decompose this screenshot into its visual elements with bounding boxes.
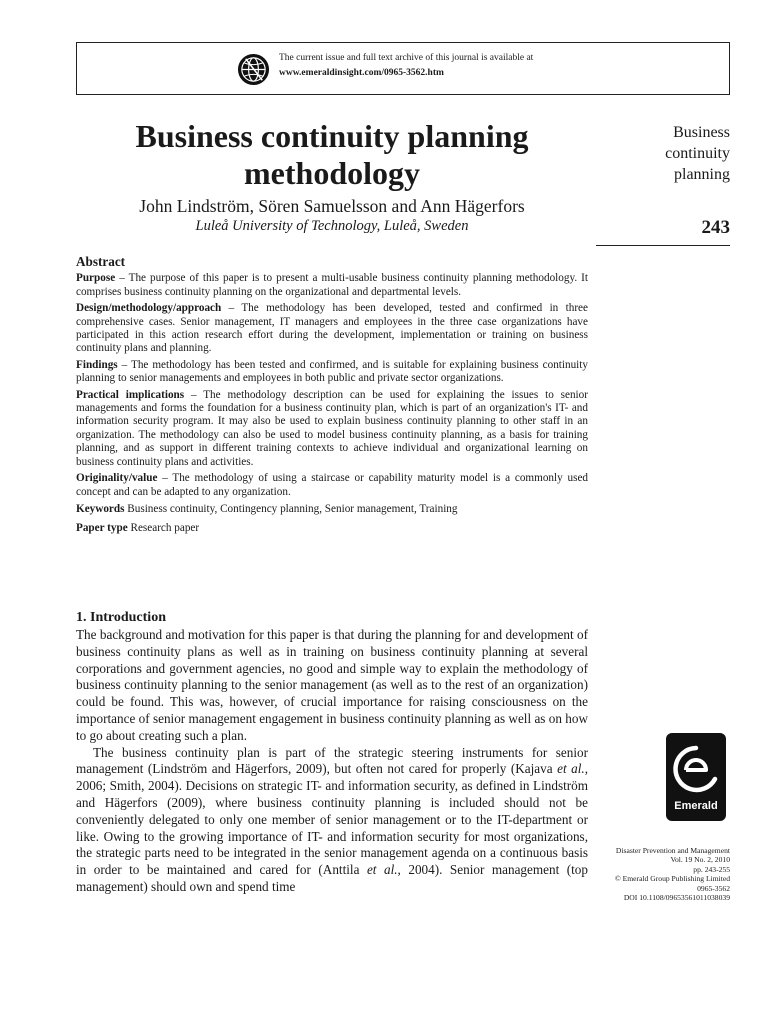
abstract-purpose: [76, 272, 588, 299]
paragraph-text: The business continuity plan is part of the strategic steering instruments for senior management (Lindström and Hägerfors, 2009), but often not cared for properly (Kajava: [76, 744, 588, 777]
abstract-item-label: Findings: [76, 358, 118, 371]
notice-text: The current issue and full text archive of this journal is available at: [279, 53, 534, 63]
introduction-body: [76, 627, 588, 896]
abstract-findings: [76, 359, 588, 386]
paper-title: Business continuity planning methodology: [135, 118, 529, 191]
paragraph-text: , 2006; Smith, 2004). Decisions on strategic IT- and information security, as defined in Lindström and Hägerfors (2009), where business continuity planning is included should not be conveniently delegated to only one member of senior management or to the IT-department or like. Owing to the growing importance of IT- and information security for most organizations, the strategic parts need to be integrated in the senior management agenda on a continuous basis in order to be maintained and cared for (Anttila: [76, 761, 588, 878]
running-head-line: planning: [674, 166, 730, 183]
journal-pages: pp. 243-255: [693, 864, 730, 874]
journal-info: [560, 846, 730, 902]
journal-doi: DOI 10.1108/09653561011038039: [623, 893, 730, 903]
page-number: 243: [701, 217, 730, 238]
running-head-line: continuity: [665, 145, 730, 162]
introduction-heading: 1. Introduction: [76, 610, 166, 625]
abstract-item-text: – The methodology of using a staircase or capability maturity model is a commonly used concept and can be adapted to any organization.: [76, 472, 588, 498]
abstract-originality: [76, 472, 588, 499]
abstract-design: [76, 302, 588, 356]
citation-etal: et al.: [366, 862, 398, 878]
journal-volume: Vol. 19 No. 2, 2010: [670, 855, 730, 865]
paper-type-text: Research paper: [127, 522, 200, 535]
abstract-item-label: Originality/value: [76, 472, 158, 485]
keywords-text: Business continuity, Contingency planning, Senior management, Training: [124, 502, 458, 515]
abstract-item-label: Practical implications: [76, 388, 185, 401]
abstract-heading: Abstract: [76, 254, 126, 269]
page-number-rule: [596, 245, 730, 246]
globe-icon: [237, 53, 270, 86]
paper-authors: John Lindström, Sören Samuelsson and Ann Hägerfors: [139, 196, 525, 216]
paragraph: The background and motivation for this paper is that during the planning for and development of business continuity plans as well as in training on business continuity planning at several corporations and government agencies, no good and simple way to explain the methodology of business continuity planning to the senior management (as well as to the rest of an organization) could be found. This was, however, of crucial importance for raising consciousness on the importance of senior management engagement in business continuity planning as well as on how to go about creating such a plan.: [76, 627, 588, 743]
emerald-logo: [666, 733, 726, 821]
paragraph-text: , 2004). Senior management (top management) should own and spend time: [76, 862, 588, 894]
emerald-e-icon: [666, 739, 726, 799]
running-head-line: Business: [673, 124, 730, 141]
paragraph: [76, 745, 588, 896]
journal-copyright: © Emerald Group Publishing Limited: [614, 874, 730, 884]
abstract-item-label: Purpose: [76, 272, 116, 285]
abstract-item-text: – The methodology has been tested and confirmed, and is suitable for explaining business continuity planning to senior managements and employees in both public and private sector organizations.: [76, 358, 588, 385]
journal-name: Disaster Prevention and Management: [615, 846, 730, 855]
keywords-label: Keywords: [76, 502, 125, 515]
emerald-logo-text: Emerald: [674, 800, 718, 812]
running-head: [596, 122, 730, 185]
journal-issn: 0965-3562: [697, 883, 730, 893]
abstract-item-text: – The purpose of this paper is to present a multi-usable business continuity planning methodology. It comprises business continuity planning on the organizational and departmental levels.: [76, 272, 588, 298]
abstract-item-text: – The methodology has been developed, tested and confirmed in three comprehensive cases. Senior management, IT managers and employees in the three case organizations have participated in this action research effort during the development, implementation or training on business continuity plans and planning.: [76, 302, 588, 355]
paper-type-label: Paper type: [76, 522, 128, 535]
abstract-item-text: – The methodology description can be used for explaining the issues to senior managements and forms the foundation for a business continuity plan, which is part of an organization's IT- and information security program. It may also be used to explain business continuity planning to other staff in an organization. The methodology can also be used to model business continuity planning, as a basis for training planning, and as support in different training contexts to achieve individual and organizational learning on business continuity plans and activities.: [76, 388, 588, 468]
abstract-item-label: Design/methodology/approach: [76, 302, 222, 315]
abstract-section: [76, 255, 588, 539]
abstract-paper-type: [76, 522, 588, 535]
abstract-practical-implications: [76, 389, 588, 469]
author-affiliation: Luleå University of Technology, Luleå, Sweden: [195, 218, 469, 234]
abstract-keywords: [76, 503, 588, 516]
journal-url-link[interactable]: www.emeraldinsight.com/0965-3562.htm: [279, 68, 444, 78]
citation-etal: et al.: [557, 761, 585, 777]
